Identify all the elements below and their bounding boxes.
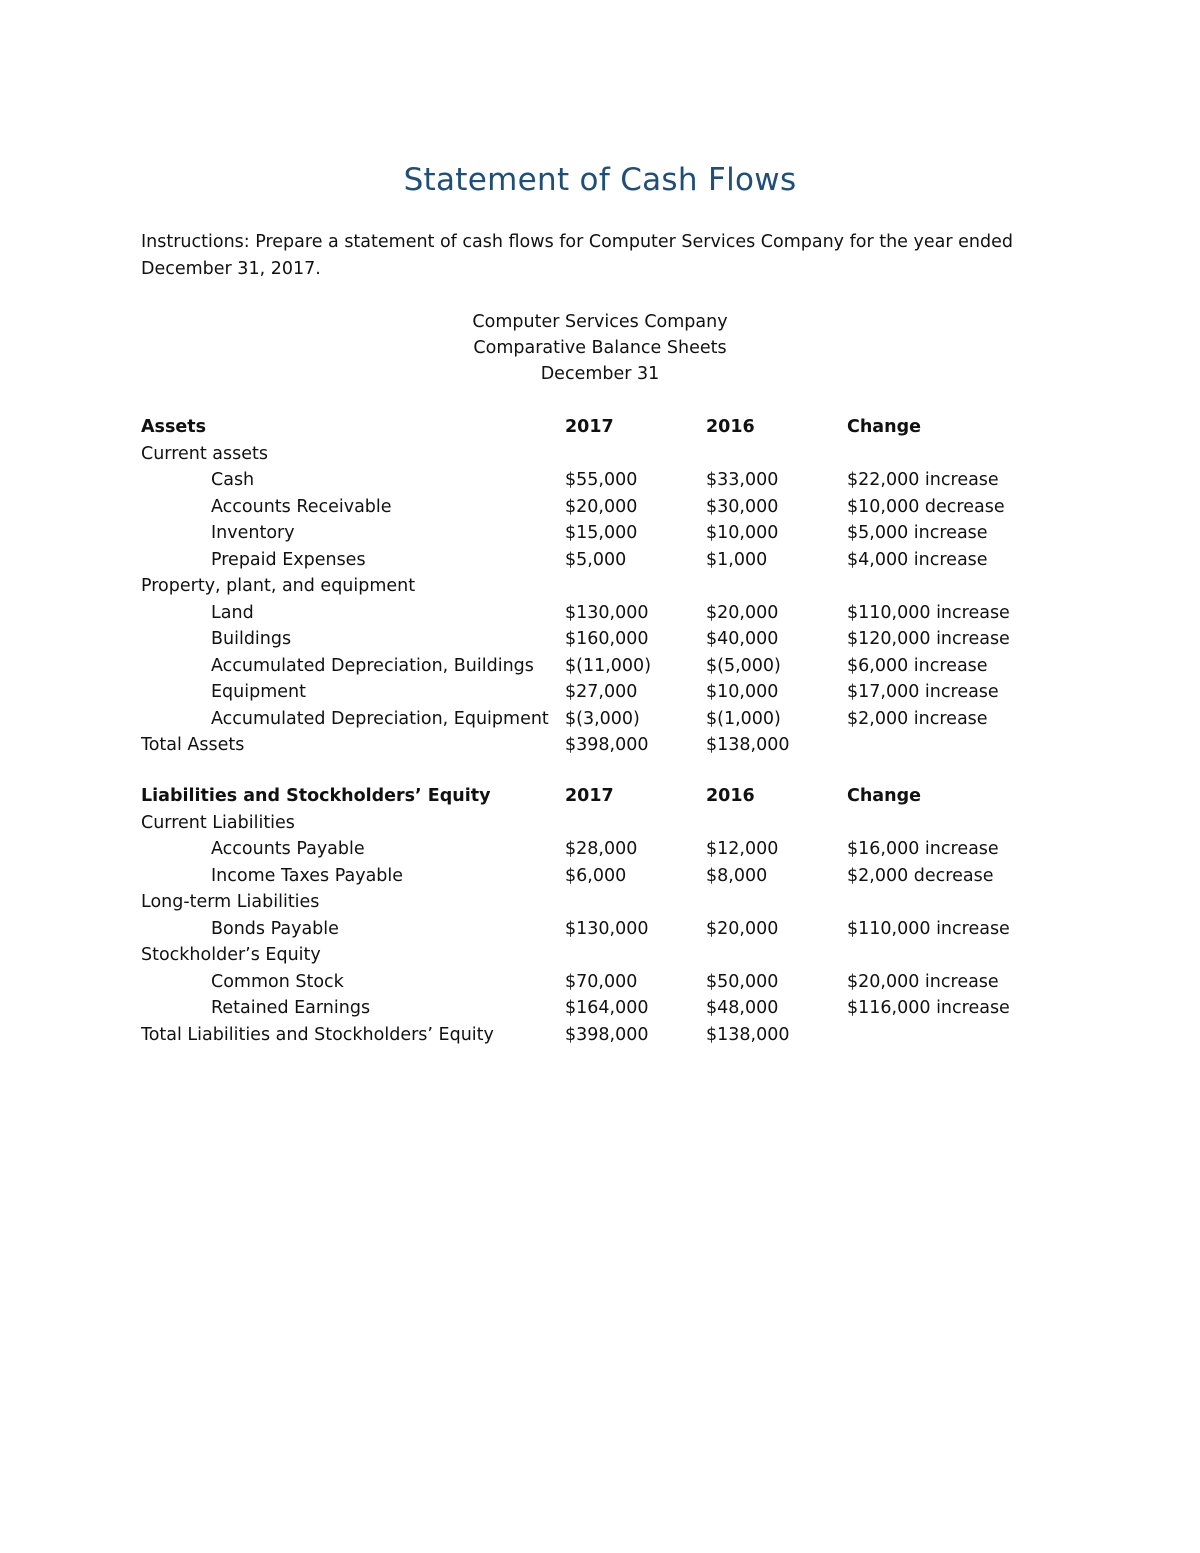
cell-label: Accounts Payable <box>211 839 365 859</box>
cell-label: Common Stock <box>211 971 344 992</box>
table-row <box>141 969 1041 996</box>
statement-name: Comparative Balance Sheets <box>473 338 727 358</box>
cell-label: Retained Earnings <box>211 998 371 1018</box>
cell-y2017: $398,000 <box>565 735 649 755</box>
cell-label: Bonds Payable <box>211 918 339 939</box>
cell-change: $2,000 increase <box>847 708 988 729</box>
table-row <box>141 889 1041 916</box>
table-row <box>141 916 1041 943</box>
cell-y2016: $30,000 <box>706 496 779 517</box>
cell-change: $4,000 increase <box>847 549 988 570</box>
assets-table <box>141 414 1041 759</box>
cell-y2016: $10,000 <box>706 523 779 543</box>
table-row <box>141 520 1041 547</box>
cell-change: $5,000 increase <box>847 523 988 543</box>
liabilities-header-row <box>141 783 1041 810</box>
instructions-text: Instructions: Prepare a statement of cash flows for Computer Services Company for the year ended December 31, 2017. <box>141 232 1013 279</box>
cell-label: Stockholder’s Equity <box>141 945 321 965</box>
cell-y2016: $10,000 <box>706 682 779 702</box>
cell-y2016: $1,000 <box>706 549 768 570</box>
cell-y2017: $55,000 <box>565 470 638 490</box>
cell-label: Total Assets <box>141 735 245 755</box>
table-row <box>141 942 1041 969</box>
cell-label: Equipment <box>211 682 306 702</box>
cell-change: $20,000 increase <box>847 971 999 992</box>
table-row <box>141 706 1041 733</box>
table-row <box>141 547 1041 574</box>
assets-header-y2017: 2017 <box>565 417 614 437</box>
assets-header-y2016: 2016 <box>706 417 755 437</box>
cell-y2017: $398,000 <box>565 1024 649 1045</box>
cell-change: $6,000 increase <box>847 655 988 676</box>
assets-header-change: Change <box>847 417 921 437</box>
cell-label: Total Liabilities and Stockholders’ Equity <box>141 1024 494 1045</box>
table-row <box>141 467 1041 494</box>
cell-y2017: $130,000 <box>565 918 649 939</box>
cell-change: $17,000 increase <box>847 682 999 702</box>
cell-y2016: $40,000 <box>706 629 779 649</box>
table-row <box>141 441 1041 468</box>
cell-label: Buildings <box>211 629 292 649</box>
assets-header-row <box>141 414 1041 441</box>
liabilities-header-label: Liabilities and Stockholders’ Equity <box>141 786 491 806</box>
cell-y2016: $48,000 <box>706 998 779 1018</box>
liabilities-header-y2016: 2016 <box>706 786 755 806</box>
statement-date: December 31 <box>540 364 660 384</box>
cell-label: Cash <box>211 470 255 490</box>
cell-y2016: $20,000 <box>706 602 779 623</box>
cell-change: $116,000 increase <box>847 998 1010 1018</box>
cell-change: $110,000 increase <box>847 602 1010 623</box>
table-row <box>141 836 1041 863</box>
cell-y2016: $33,000 <box>706 470 779 490</box>
cell-y2017: $6,000 <box>565 865 627 886</box>
company-name: Computer Services Company <box>472 312 728 332</box>
table-row <box>141 995 1041 1022</box>
cell-label: Accounts Receivable <box>211 496 392 517</box>
cell-label: Current assets <box>141 443 268 464</box>
cell-label: Property, plant, and equipment <box>141 576 416 596</box>
cell-y2017: $28,000 <box>565 839 638 859</box>
table-row <box>141 810 1041 837</box>
cell-label: Accumulated Depreciation, Equipment <box>211 708 549 729</box>
cell-y2017: $20,000 <box>565 496 638 517</box>
cell-y2016: $138,000 <box>706 735 790 755</box>
liabilities-header-y2017: 2017 <box>565 786 614 806</box>
cell-change: $16,000 increase <box>847 839 999 859</box>
cell-y2017: $130,000 <box>565 602 649 623</box>
assets-header-label: Assets <box>141 417 207 437</box>
cell-y2017: $27,000 <box>565 682 638 702</box>
cell-label: Land <box>211 602 254 623</box>
table-row <box>141 600 1041 627</box>
table-row <box>141 679 1041 706</box>
table-row <box>141 573 1041 600</box>
cell-label: Prepaid Expenses <box>211 549 366 570</box>
cell-y2017: $(11,000) <box>565 655 652 676</box>
cell-change: $2,000 decrease <box>847 865 994 886</box>
cell-label: Accumulated Depreciation, Buildings <box>211 655 534 676</box>
cell-y2017: $5,000 <box>565 549 627 570</box>
cell-y2017: $(3,000) <box>565 708 640 729</box>
cell-change: $22,000 increase <box>847 470 999 490</box>
page-title: Statement of Cash Flows <box>403 162 797 198</box>
cell-label: Inventory <box>211 523 295 543</box>
cell-change: $10,000 decrease <box>847 496 1005 517</box>
table-row <box>141 863 1041 890</box>
table-row <box>141 653 1041 680</box>
cell-y2017: $160,000 <box>565 629 649 649</box>
cell-y2016: $20,000 <box>706 918 779 939</box>
cell-y2016: $(1,000) <box>706 708 781 729</box>
statement-heading <box>0 309 1200 387</box>
cell-y2016: $138,000 <box>706 1024 790 1045</box>
cell-y2017: $70,000 <box>565 971 638 992</box>
cell-y2016: $(5,000) <box>706 655 781 676</box>
table-row <box>141 626 1041 653</box>
cell-y2017: $164,000 <box>565 998 649 1018</box>
table-row <box>141 494 1041 521</box>
table-row <box>141 1022 1041 1049</box>
cell-y2016: $12,000 <box>706 839 779 859</box>
liabilities-header-change: Change <box>847 786 921 806</box>
liabilities-equity-table <box>141 783 1041 1048</box>
table-row <box>141 732 1041 759</box>
cell-label: Long-term Liabilities <box>141 892 320 912</box>
cell-y2016: $8,000 <box>706 865 768 886</box>
cell-y2016: $50,000 <box>706 971 779 992</box>
cell-label: Current Liabilities <box>141 812 295 833</box>
cell-y2017: $15,000 <box>565 523 638 543</box>
cell-change: $120,000 increase <box>847 629 1010 649</box>
cell-change: $110,000 increase <box>847 918 1010 939</box>
cell-label: Income Taxes Payable <box>211 865 404 886</box>
